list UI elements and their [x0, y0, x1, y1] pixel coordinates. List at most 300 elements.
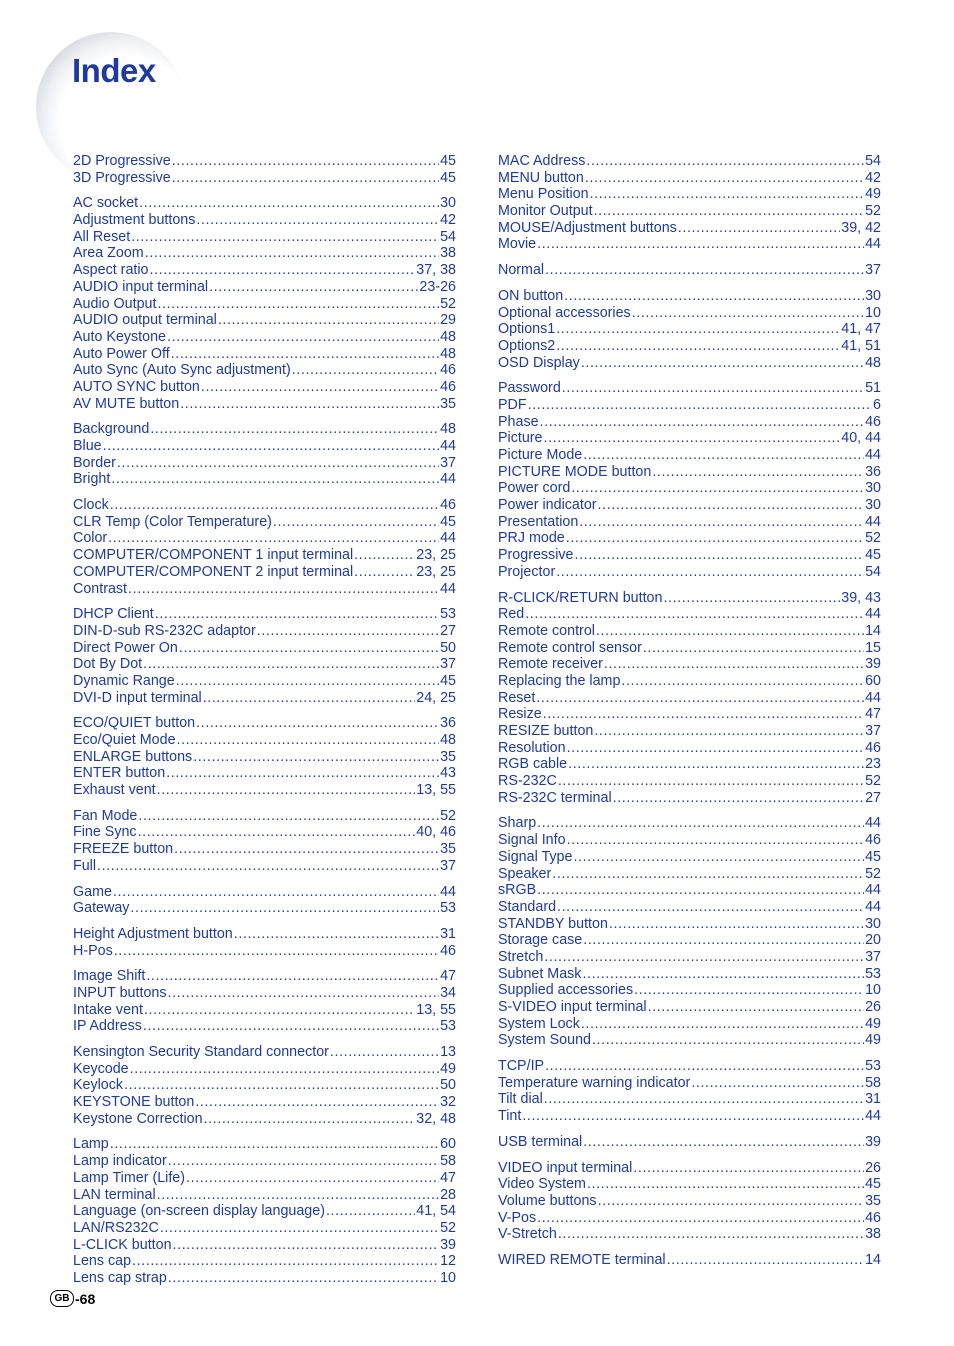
index-term: Picture Mode [498, 447, 583, 463]
index-term: L-CLICK button [73, 1236, 172, 1253]
index-entry [73, 514, 456, 531]
dot-leader [172, 170, 439, 187]
dot-leader [138, 824, 416, 841]
index-group [498, 262, 881, 279]
index-entry [498, 530, 881, 547]
dot-leader [168, 985, 440, 1002]
index-page-ref: 13, 55 [416, 782, 456, 799]
index-page-ref: 60 [440, 1136, 456, 1153]
index-term: LAN terminal [73, 1186, 156, 1203]
index-term: VIDEO input terminal [498, 1159, 633, 1176]
dot-leader [544, 1091, 864, 1108]
index-entry [498, 1226, 881, 1243]
index-entry [498, 606, 881, 623]
index-term: IP Address [73, 1018, 142, 1035]
index-term: Intake vent [73, 1001, 143, 1018]
index-term: Remote receiver [498, 656, 603, 673]
index-page-ref: 46 [865, 739, 881, 756]
index-term: Dynamic Range [73, 672, 175, 689]
index-entry [73, 1044, 456, 1061]
dot-leader [537, 1210, 864, 1227]
index-page-ref: 39 [865, 656, 881, 673]
index-term: Signal Type [498, 848, 573, 865]
index-page-ref: 51 [865, 380, 881, 397]
dot-leader [103, 438, 439, 455]
index-term: Sharp [498, 815, 537, 832]
index-term: S-VIDEO input terminal [498, 999, 647, 1015]
index-group [498, 288, 881, 371]
dot-leader [557, 899, 864, 916]
index-term: Language (on-screen display language) [73, 1203, 325, 1220]
index-page-ref: 58 [440, 1153, 456, 1170]
index-term: Contrast [73, 580, 128, 597]
dot-leader [180, 396, 439, 413]
index-entry [498, 790, 881, 807]
dot-leader [146, 968, 439, 985]
dot-leader [556, 321, 840, 338]
index-entry [498, 932, 881, 949]
index-term: Storage case [498, 932, 583, 949]
index-entry [498, 1032, 881, 1049]
index-entry [498, 656, 881, 673]
index-entry [498, 1108, 881, 1125]
index-term: Resolution [498, 739, 566, 756]
index-term: Image Shift [73, 968, 146, 985]
index-page-ref: 49 [440, 1060, 456, 1077]
index-page-ref: 52 [865, 773, 881, 790]
index-term: Reset [498, 689, 536, 706]
index-page-ref: 53 [865, 965, 881, 982]
index-entry [73, 782, 456, 799]
index-page-ref: 10 [865, 982, 881, 999]
index-entry [73, 1187, 456, 1204]
index-page-ref: 52 [440, 807, 456, 824]
index-column-left [73, 153, 456, 1296]
index-term: Picture [498, 430, 543, 447]
index-term: MAC Address [498, 153, 586, 169]
index-entry [73, 421, 456, 438]
index-entry [498, 220, 881, 237]
index-entry [498, 203, 881, 220]
index-entry [73, 985, 456, 1002]
index-page-ref: 30 [865, 497, 881, 514]
index-page-ref: 37 [440, 656, 456, 673]
index-page-ref: 31 [865, 1091, 881, 1108]
index-term: RS-232C [498, 773, 557, 790]
index-term: AUTO SYNC button [73, 378, 200, 395]
index-entry [498, 690, 881, 707]
index-group [73, 926, 456, 959]
page-number: -68 [75, 1290, 96, 1307]
dot-leader [166, 765, 439, 782]
dot-leader [667, 1252, 864, 1269]
index-term: Area Zoom [73, 245, 144, 262]
dot-leader [157, 1187, 439, 1204]
index-entry [498, 153, 881, 170]
index-term: ON button [498, 287, 564, 304]
dot-leader [168, 1270, 439, 1287]
index-term: Progressive [498, 547, 574, 564]
index-entry [498, 305, 881, 322]
index-term: Adjustment buttons [73, 212, 196, 229]
index-page-ref: 50 [440, 639, 456, 656]
index-term: DVI-D input terminal [73, 689, 202, 706]
dot-leader [537, 236, 864, 253]
dot-leader [594, 203, 865, 220]
index-entry [498, 397, 881, 414]
dot-leader [273, 514, 439, 531]
index-page-ref: 23 [865, 756, 881, 773]
index-term: RESIZE button [498, 723, 594, 739]
index-term: Fan Mode [73, 807, 138, 824]
index-entry [498, 1176, 881, 1193]
index-term: Auto Sync (Auto Sync adjustment) [73, 362, 291, 379]
dot-leader [145, 245, 439, 262]
index-page-ref: 39 [440, 1236, 456, 1253]
dot-leader [691, 1075, 864, 1092]
index-page-ref: 54 [865, 563, 881, 580]
index-group [498, 815, 881, 1049]
index-term: Standard [498, 898, 557, 915]
dot-leader [634, 982, 864, 999]
dot-leader [663, 590, 840, 607]
dot-leader [582, 966, 864, 983]
index-entry [498, 916, 881, 933]
index-entry [498, 321, 881, 338]
index-entry [73, 1136, 456, 1153]
index-term: Kensington Security Standard connector [73, 1044, 329, 1060]
dot-leader [195, 1094, 439, 1111]
index-group [73, 715, 456, 798]
index-group [498, 1058, 881, 1125]
index-entry [73, 841, 456, 858]
dot-leader [579, 514, 864, 531]
index-entry [498, 590, 881, 607]
index-page-ref: 44 [440, 438, 456, 454]
index-page-ref: 37 [440, 454, 456, 471]
index-page-ref: 43 [440, 765, 456, 782]
index-group [73, 808, 456, 875]
index-entry [498, 564, 881, 581]
index-entry [498, 514, 881, 531]
index-term: Stretch [498, 948, 544, 965]
index-entry [498, 447, 881, 464]
index-page-ref: 44 [440, 580, 456, 597]
dot-leader [203, 690, 416, 707]
index-entry [73, 547, 456, 564]
index-term: Subnet Mask [498, 965, 582, 982]
dot-leader [201, 379, 439, 396]
index-page-ref: 52 [865, 203, 881, 220]
index-entry [498, 186, 881, 203]
dot-leader [585, 170, 864, 187]
index-entry [498, 1210, 881, 1227]
index-term: Movie [498, 236, 537, 253]
index-entry [498, 966, 881, 983]
index-term: Lamp indicator [73, 1153, 167, 1170]
index-term: DIN-D-sub RS-232C adaptor [73, 622, 256, 639]
dot-leader [108, 530, 439, 547]
index-page-ref: 44 [865, 898, 881, 915]
dot-leader [596, 623, 864, 640]
index-entry [498, 640, 881, 657]
index-entry [498, 1134, 881, 1151]
index-group [498, 1160, 881, 1243]
index-term: Password [498, 380, 561, 397]
index-page-ref: 44 [440, 530, 456, 547]
dot-leader [144, 1002, 415, 1019]
index-page-ref: 47 [440, 968, 456, 985]
index-page-ref: 46 [440, 378, 456, 395]
index-page-ref: 53 [440, 1018, 456, 1035]
index-entry [498, 1075, 881, 1092]
dot-leader [114, 943, 439, 960]
dot-leader [218, 312, 439, 329]
index-entry [73, 262, 456, 279]
index-entry [73, 279, 456, 296]
index-entry [498, 1058, 881, 1075]
index-term: 3D Progressive [73, 169, 171, 186]
dot-leader [562, 380, 864, 397]
dot-leader [138, 808, 439, 825]
index-term: Power indicator [498, 497, 597, 514]
dot-leader [131, 229, 439, 246]
index-term: Supplied accessories [498, 982, 634, 999]
dot-leader [540, 414, 865, 431]
dot-leader [537, 882, 864, 899]
index-column-right [498, 153, 881, 1278]
dot-leader [128, 581, 439, 598]
index-entry [73, 564, 456, 581]
dot-leader [117, 455, 439, 472]
index-group [73, 421, 456, 488]
index-term: MENU button [498, 169, 584, 186]
index-page-ref: 48 [440, 328, 456, 345]
index-entry [73, 606, 456, 623]
index-page-ref: 44 [440, 883, 456, 900]
index-term: Signal Info [498, 832, 566, 849]
index-term: Aspect ratio [73, 262, 149, 279]
index-term: PDF [498, 396, 527, 413]
dot-leader [598, 1193, 865, 1210]
index-page-ref: 23, 25 [416, 547, 456, 564]
index-term: V-Pos [498, 1209, 537, 1226]
index-term: System Sound [498, 1032, 591, 1049]
index-page-ref: 47 [440, 1169, 456, 1186]
index-page-ref: 44 [865, 1108, 881, 1125]
dot-leader [575, 547, 865, 564]
index-page-ref: 41, 47 [841, 321, 881, 338]
dot-leader [567, 740, 865, 757]
index-page-ref: 44 [865, 882, 881, 899]
index-entry [73, 296, 456, 313]
index-term: Full [73, 857, 97, 874]
index-term: Keylock [73, 1077, 124, 1094]
index-page-ref: 48 [440, 421, 456, 438]
index-term: Menu Position [498, 186, 589, 203]
index-entry [73, 943, 456, 960]
index-page-ref: 10 [865, 304, 881, 321]
index-page-ref: 37 [865, 262, 881, 279]
dot-leader [544, 949, 864, 966]
dot-leader [97, 858, 439, 875]
dot-leader [179, 640, 439, 657]
index-group [73, 884, 456, 917]
index-entry [498, 773, 881, 790]
dot-leader [633, 1160, 864, 1177]
index-entry [73, 1094, 456, 1111]
index-page-ref: 48 [865, 354, 881, 371]
index-entry [498, 1016, 881, 1033]
index-entry [498, 355, 881, 372]
index-term: Keycode [73, 1060, 129, 1077]
index-term: Replacing the lamp [498, 672, 621, 689]
index-page-ref: 41, 54 [416, 1203, 456, 1220]
index-page-ref: 44 [865, 447, 881, 463]
index-entry [73, 1237, 456, 1254]
index-entry [73, 153, 456, 170]
index-term: KEYSTONE button [73, 1094, 195, 1111]
dot-leader [143, 1018, 439, 1035]
index-term: Video System [498, 1176, 586, 1193]
index-term: Tint [498, 1108, 522, 1125]
index-page-ref: 39 [865, 1133, 881, 1150]
index-entry [498, 849, 881, 866]
dot-leader [536, 690, 864, 707]
dot-leader [143, 656, 439, 673]
index-entry [498, 1160, 881, 1177]
index-entry [498, 899, 881, 916]
dot-leader [556, 338, 840, 355]
index-term: ECO/QUIET button [73, 715, 196, 732]
dot-leader [581, 1016, 864, 1033]
index-term: INPUT buttons [73, 984, 167, 1001]
index-page-ref: 45 [865, 547, 881, 564]
index-term: PICTURE MODE button [498, 463, 652, 480]
index-group [73, 497, 456, 597]
dot-leader [583, 1134, 864, 1151]
index-term: Color [73, 530, 108, 547]
index-group [73, 153, 456, 186]
index-term: Clock [73, 497, 109, 514]
index-page-ref: 14 [865, 1251, 881, 1268]
index-term: RS-232C terminal [498, 789, 612, 806]
index-term: PRJ mode [498, 530, 565, 547]
index-page-ref: 31 [440, 925, 456, 942]
index-page-ref: 32 [440, 1094, 456, 1111]
index-entry [73, 1111, 456, 1128]
index-page-ref: 24, 25 [416, 689, 456, 706]
dot-leader [571, 480, 864, 497]
dot-leader [326, 1203, 415, 1220]
index-page-ref: 44 [865, 606, 881, 623]
index-term: Temperature warning indicator [498, 1074, 691, 1091]
index-entry [498, 170, 881, 187]
index-entry [73, 362, 456, 379]
index-page-ref: 27 [865, 789, 881, 806]
index-page-ref: 49 [865, 1015, 881, 1032]
index-term: Remote control [498, 622, 595, 639]
index-group [498, 153, 881, 253]
index-page-ref: 42 [440, 212, 456, 229]
index-entry [73, 212, 456, 229]
index-entry [73, 1077, 456, 1094]
index-term: sRGB [498, 882, 537, 899]
index-term: Background [73, 421, 150, 438]
index-entry [73, 858, 456, 875]
dot-leader [613, 790, 864, 807]
index-page-ref: 39, 43 [841, 589, 881, 606]
index-entry [73, 749, 456, 766]
dot-leader [573, 849, 864, 866]
index-group [73, 1136, 456, 1286]
index-page-ref: 53 [440, 606, 456, 623]
index-page-ref: 46 [440, 497, 456, 514]
index-entry [73, 1270, 456, 1287]
index-term: Exhaust vent [73, 782, 156, 799]
dot-leader [604, 656, 864, 673]
dot-leader [177, 732, 440, 749]
index-entry [73, 170, 456, 187]
index-entry [498, 1091, 881, 1108]
index-term: Lens cap strap [73, 1269, 167, 1286]
index-entry [73, 656, 456, 673]
index-term: Bright [73, 471, 111, 488]
dot-leader [621, 673, 864, 690]
index-page-ref: 38 [440, 245, 456, 262]
index-page-ref: 35 [440, 748, 456, 765]
index-term: Direct Power On [73, 639, 178, 656]
dot-leader [544, 430, 841, 447]
index-entry [73, 1061, 456, 1078]
index-term: Volume buttons [498, 1192, 597, 1209]
index-page-ref: 58 [865, 1074, 881, 1091]
index-term: Remote control sensor [498, 639, 642, 656]
index-entry [73, 229, 456, 246]
index-term: USB terminal [498, 1133, 583, 1150]
index-entry [73, 1203, 456, 1220]
index-entry [73, 808, 456, 825]
index-term: Lamp Timer (Life) [73, 1169, 186, 1186]
index-page-ref: 50 [440, 1077, 456, 1094]
index-entry [498, 999, 881, 1016]
dot-leader [652, 464, 864, 481]
index-entry [73, 346, 456, 363]
index-group [498, 1252, 881, 1269]
index-page-ref: 23-26 [419, 278, 456, 295]
index-term: STANDBY button [498, 915, 608, 932]
dot-leader [172, 153, 439, 170]
dot-leader [196, 212, 439, 229]
index-page-ref: 46 [865, 413, 881, 430]
dot-leader [558, 1226, 864, 1243]
dot-leader [193, 749, 439, 766]
index-entry [73, 497, 456, 514]
index-page-ref: 42 [865, 169, 881, 186]
index-entry [73, 623, 456, 640]
dot-leader [543, 706, 864, 723]
index-page-ref: 45 [440, 169, 456, 186]
index-page-ref: 28 [440, 1186, 456, 1203]
index-term: COMPUTER/COMPONENT 2 input terminal [73, 563, 354, 580]
index-page-ref: 52 [865, 530, 881, 547]
dot-leader [537, 815, 864, 832]
index-page-ref: 27 [440, 622, 456, 639]
dot-leader [598, 497, 865, 514]
dot-leader [592, 1032, 864, 1049]
dot-leader [583, 447, 864, 464]
index-page-ref: 34 [440, 984, 456, 1001]
